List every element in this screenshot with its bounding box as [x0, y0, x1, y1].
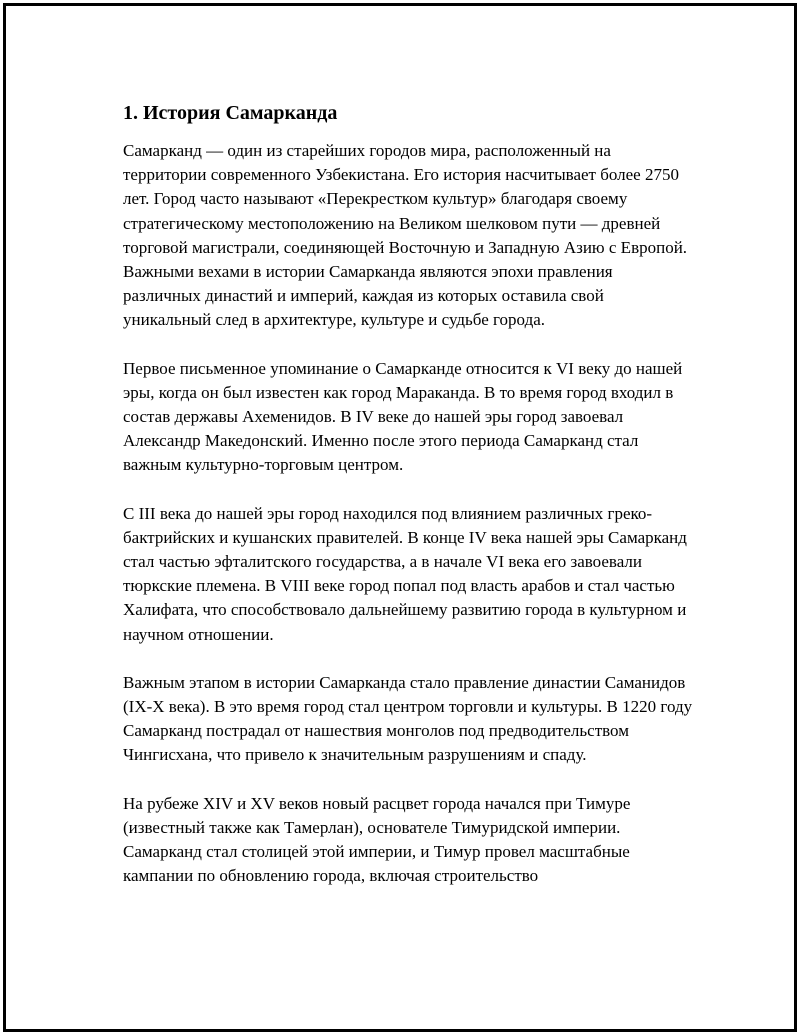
page-frame	[3, 3, 797, 1032]
paragraph-2: Первое письменное упоминание о Самарканде относится к VI веку до нашей эры, когда он был известен как город Мараканда. В то время город входил в состав державы Ахеменидов. В IV веке до нашей эры город завоевал Александр Македонский. Именно после этого периода Самарканд стал важным культурно-торговым центром.	[123, 358, 683, 475]
paragraph-3: С III века до нашей эры город находился под влиянием различных греко-бактрийских и кушанских правителей. В конце IV века нашей эры Самарканд стал частью эфталитского государства, а в начале VI века его завоевали тюркские племена. В VIII веке город попал под власть арабов и стал частью Халифата, что способствовало дальнейшему развитию города в культурном и научном отношении.	[123, 503, 687, 644]
paragraph-4: Важным этапом в истории Самарканда стало правление династии Саманидов (IX-X века). В это время город стал центром торговли и культуры. В 1220 году Самарканд пострадал от нашествия монголов под предводительством Чингисхана, что привело к значительным разрушениям и спаду.	[123, 672, 693, 765]
paragraph-5: На рубеже XIV и XV веков новый расцвет города начался при Тимуре (известный также как Тамерлан), основателе Тимуридской империи. Самарканд стал столицей этой империи, и Тимур провел масштабные кампании по обновлению города, включая строительство	[123, 793, 631, 886]
document-body	[123, 101, 693, 912]
paragraph-1: Самарканд — один из старейших городов мира, расположенный на территории современного Узбекистана. Его история насчитывает более 2750 лет. Город часто называют «Перекрестком культур» благодаря своему стратегическому местоположению на Великом шелковом пути — древней торговой магистрали, соединяющей Восточную и Западную Азию с Европой. Важными вехами в истории Самарканда являются эпохи правления различных династий и империй, каждая из которых оставила свой уникальный след в архитектуре, культуре и судьбе города.	[123, 141, 688, 330]
section-heading: 1. История Самарканда	[123, 102, 338, 124]
